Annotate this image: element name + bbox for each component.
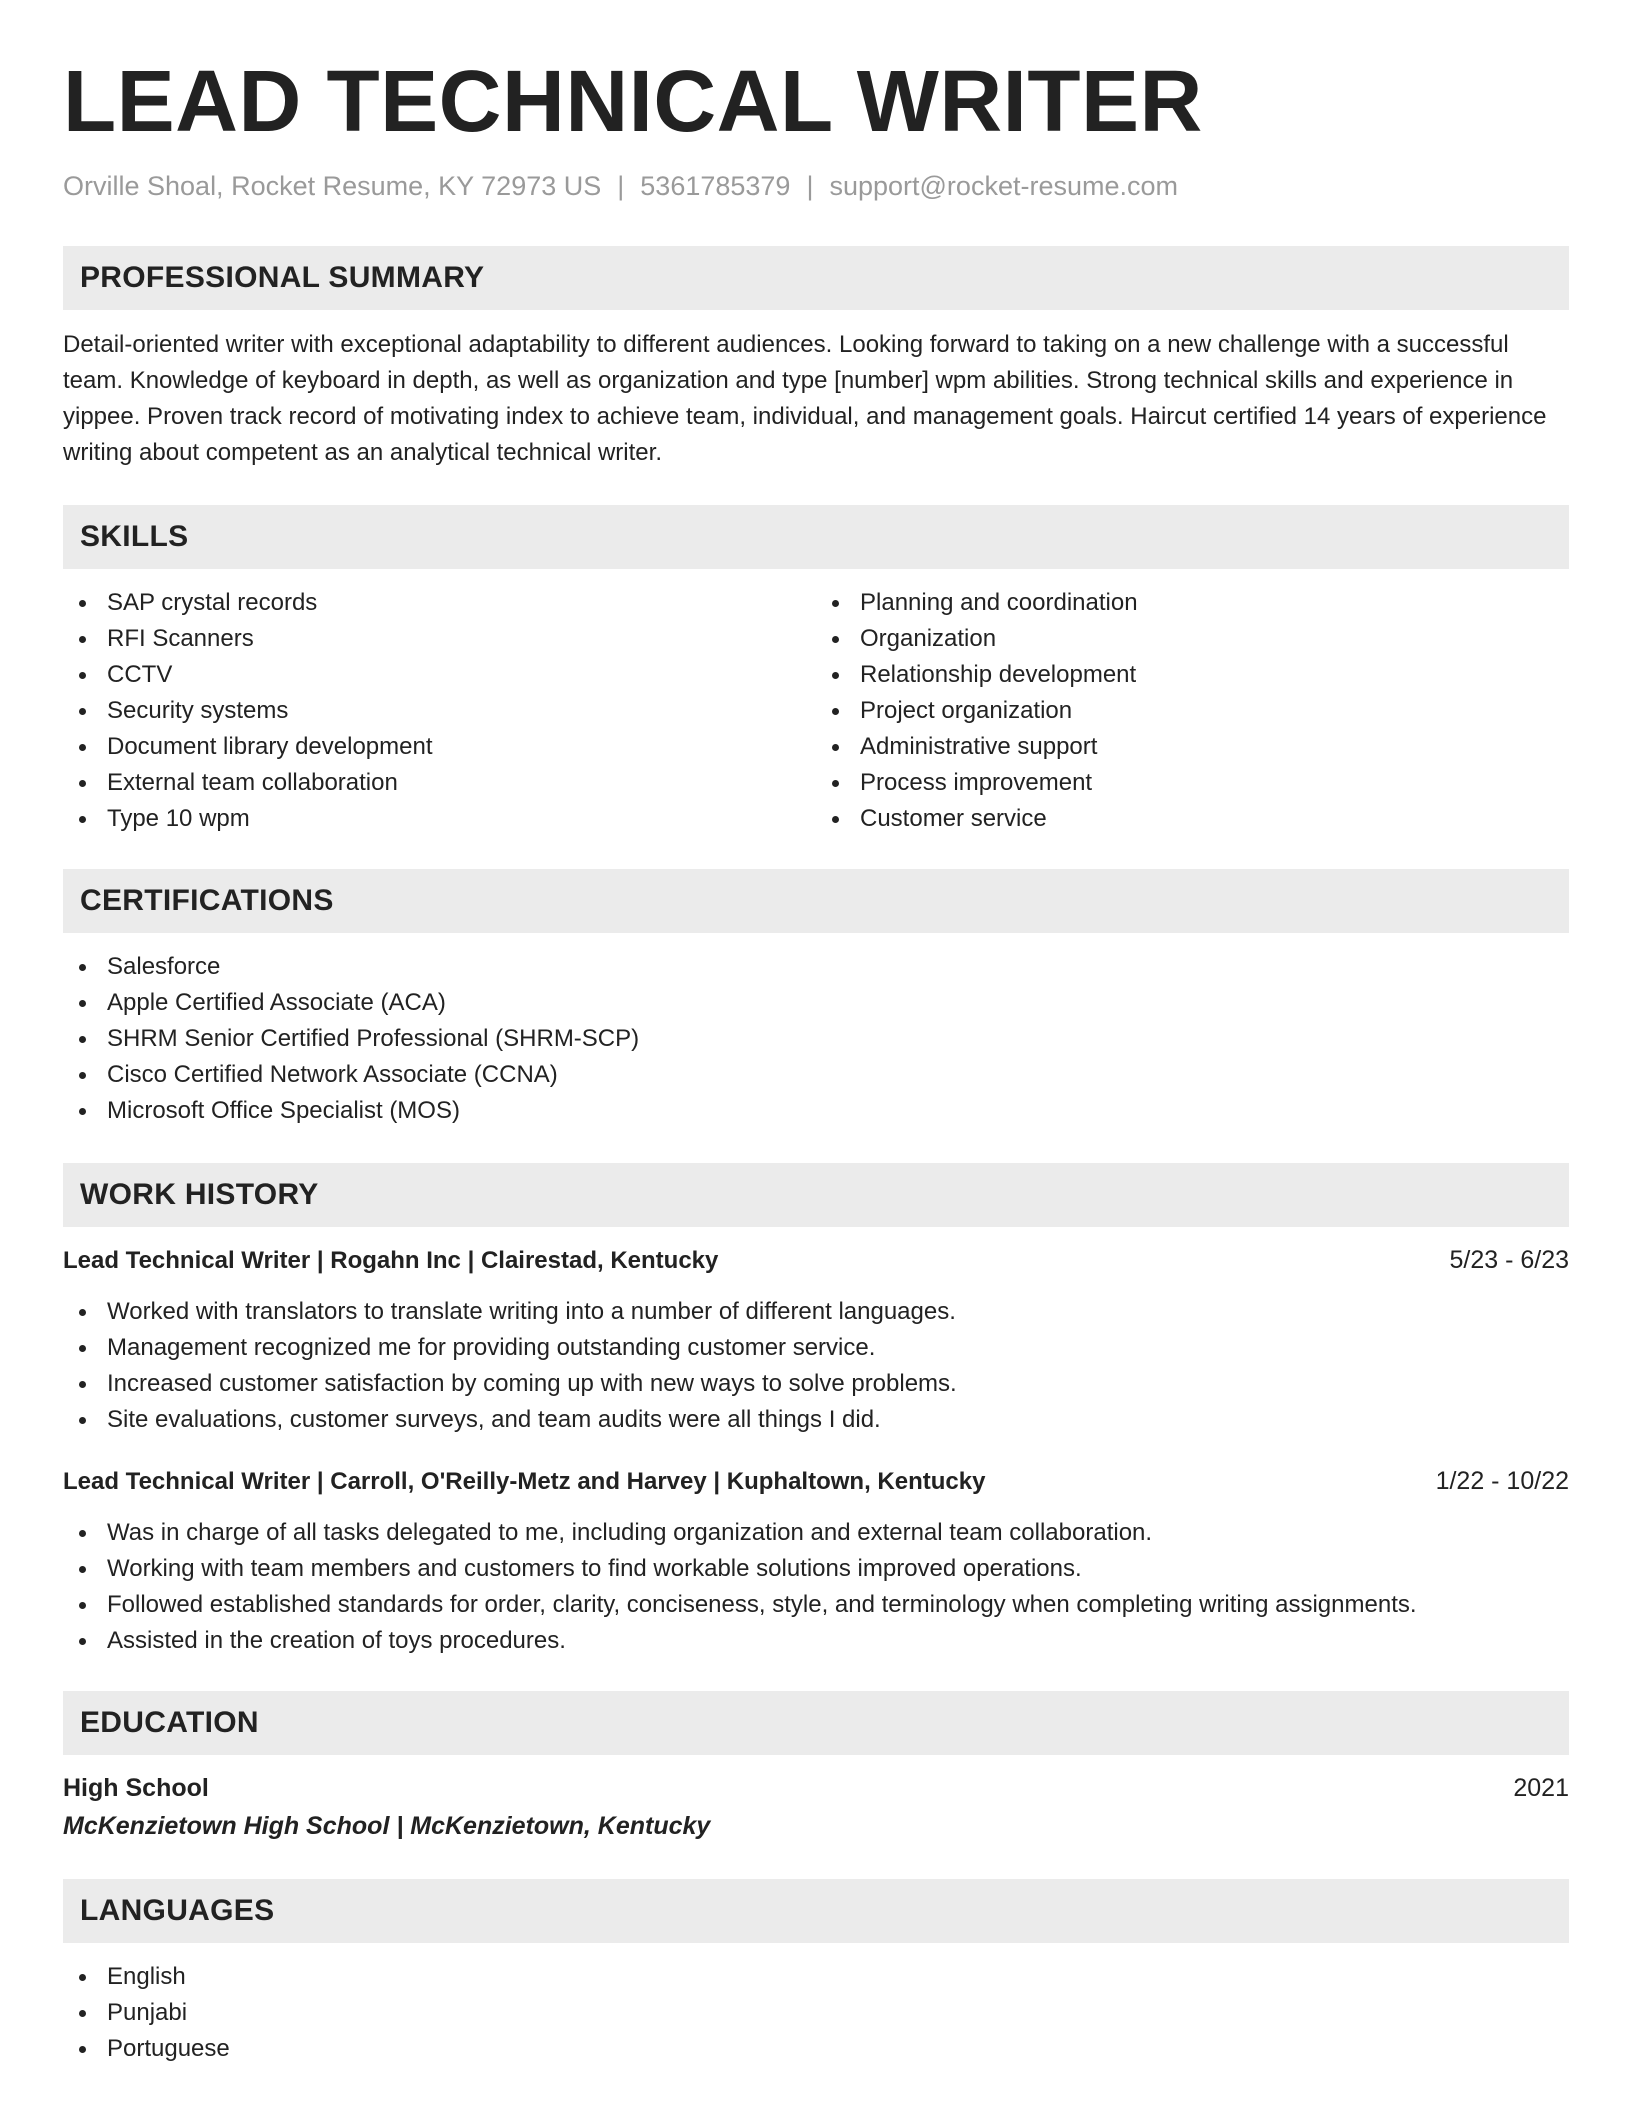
summary-section	[63, 246, 1569, 471]
work-history-section	[63, 1163, 1569, 1659]
skill-item: Organization	[816, 621, 1569, 657]
skill-item: Type 10 wpm	[63, 801, 816, 837]
section-header-certifications: CERTIFICATIONS	[63, 869, 1569, 933]
skills-list-right	[816, 585, 1569, 837]
job-dates: 5/23 - 6/23	[1449, 1246, 1569, 1274]
skill-item: External team collaboration	[63, 765, 816, 801]
contact-address: Orville Shoal, Rocket Resume, KY 72973 US	[63, 171, 602, 201]
job-bullet: Assisted in the creation of toys procedures.	[63, 1623, 1569, 1659]
job-entry	[63, 1241, 1569, 1438]
job-bullet: Management recognized me for providing outstanding customer service.	[63, 1330, 1569, 1366]
certification-item: Salesforce	[63, 949, 1569, 985]
job-dates: 1/22 - 10/22	[1435, 1467, 1569, 1495]
languages-section	[63, 1879, 1569, 2067]
skill-item: Process improvement	[816, 765, 1569, 801]
skill-item: Customer service	[816, 801, 1569, 837]
skill-item: Planning and coordination	[816, 585, 1569, 621]
skills-section	[63, 505, 1569, 837]
certification-item: Cisco Certified Network Associate (CCNA)	[63, 1057, 1569, 1093]
education-school: McKenzietown High School | McKenzietown, Kentucky	[63, 1812, 711, 1840]
contact-separator: |	[617, 171, 625, 201]
skill-item: Project organization	[816, 693, 1569, 729]
education-section	[63, 1691, 1569, 1845]
job-bullet: Working with team members and customers to find workable solutions improved operations.	[63, 1551, 1569, 1587]
skills-columns	[63, 585, 1569, 837]
section-header-work-history: WORK HISTORY	[63, 1163, 1569, 1227]
job-entry	[63, 1462, 1569, 1659]
language-item: Portuguese	[63, 2031, 1569, 2067]
job-bullet: Was in charge of all tasks delegated to me, including organization and external team collaboration.	[63, 1515, 1569, 1551]
certification-item: Microsoft Office Specialist (MOS)	[63, 1093, 1569, 1129]
skills-list-left	[63, 585, 816, 837]
section-header-education: EDUCATION	[63, 1691, 1569, 1755]
skill-item: Relationship development	[816, 657, 1569, 693]
education-year: 2021	[1513, 1774, 1569, 1802]
language-item: English	[63, 1959, 1569, 1995]
summary-text: Detail-oriented writer with exceptional adaptability to different audiences. Looking forward to taking on a new challenge with a successful team. Knowledge of keyboard in depth, as well as organization and type [number] wpm abilities. Strong technical skills and experience in yippee. Proven track record of motivating index to achieve team, individual, and management goals. Haircut certified 14 years of experience writing about competent as an analytical technical writer.	[63, 331, 1547, 466]
certifications-section	[63, 869, 1569, 1129]
section-header-skills: SKILLS	[63, 505, 1569, 569]
skill-item: SAP crystal records	[63, 585, 816, 621]
section-header-summary: PROFESSIONAL SUMMARY	[63, 246, 1569, 310]
certifications-list	[63, 949, 1569, 1129]
certification-item: Apple Certified Associate (ACA)	[63, 985, 1569, 1021]
contact-separator: |	[806, 171, 814, 201]
skill-item: CCTV	[63, 657, 816, 693]
job-bullet: Worked with translators to translate writing into a number of different languages.	[63, 1294, 1569, 1330]
skill-item: Document library development	[63, 729, 816, 765]
job-bullet: Followed established standards for order, clarity, conciseness, style, and terminology when completing writing assignments.	[63, 1587, 1569, 1623]
job-bullets	[63, 1515, 1569, 1659]
certification-item: SHRM Senior Certified Professional (SHRM-SCP)	[63, 1021, 1569, 1057]
skill-item: Security systems	[63, 693, 816, 729]
job-heading: Lead Technical Writer | Rogahn Inc | Clairestad, Kentucky	[63, 1247, 719, 1274]
job-bullets	[63, 1294, 1569, 1438]
language-item: Punjabi	[63, 1995, 1569, 2031]
job-heading: Lead Technical Writer | Carroll, O'Reilly-Metz and Harvey | Kuphaltown, Kentucky	[63, 1468, 986, 1495]
resume-name-title: LEAD TECHNICAL WRITER	[63, 53, 1203, 150]
languages-list	[63, 1959, 1569, 2067]
job-bullet: Site evaluations, customer surveys, and team audits were all things I did.	[63, 1402, 1569, 1438]
contact-phone: 5361785379	[640, 171, 791, 201]
skill-item: Administrative support	[816, 729, 1569, 765]
education-degree: High School	[63, 1774, 209, 1802]
contact-line	[63, 168, 1569, 204]
section-header-languages: LANGUAGES	[63, 1879, 1569, 1943]
contact-email: support@rocket-resume.com	[829, 171, 1178, 201]
skill-item: RFI Scanners	[63, 621, 816, 657]
job-bullet: Increased customer satisfaction by coming up with new ways to solve problems.	[63, 1366, 1569, 1402]
